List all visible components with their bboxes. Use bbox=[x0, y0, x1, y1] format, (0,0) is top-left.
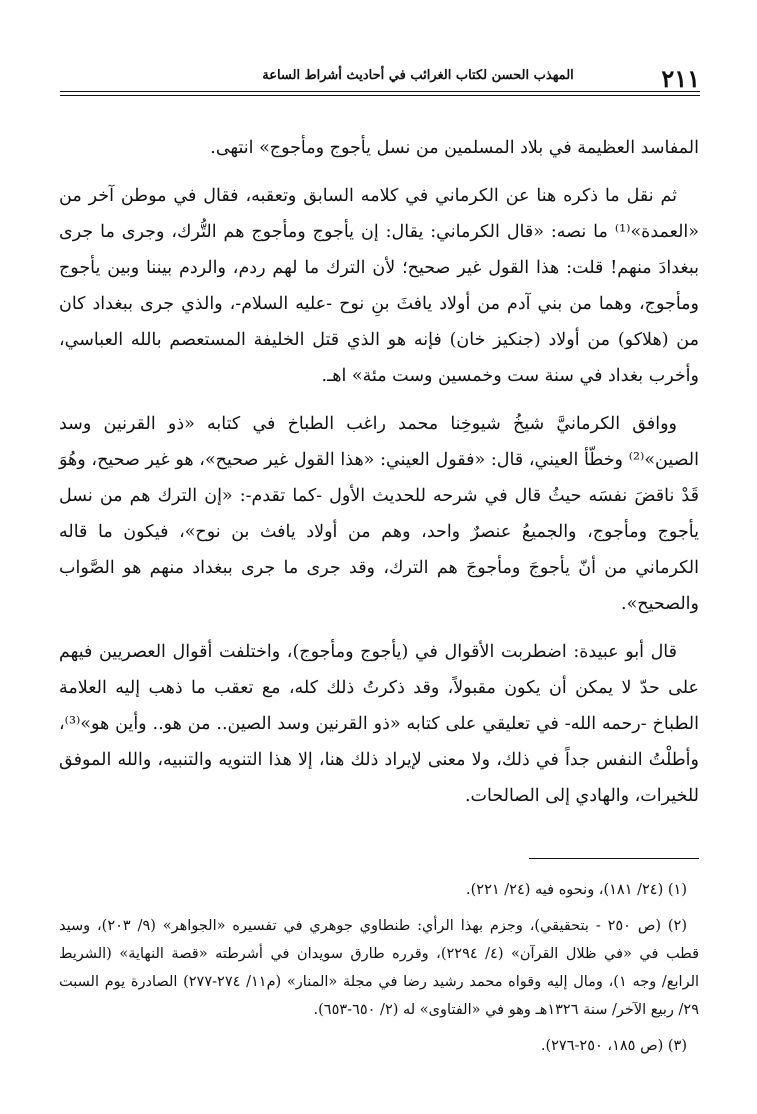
header-rule bbox=[60, 91, 700, 92]
paragraph-continuation: المفاسد العظيمة في بلاد المسلمين من نسل يأجوج ومأجوج» انتهى. bbox=[210, 138, 699, 158]
paragraph-tabbakh: ووافق الكرمانيَّ شيخُ شيوخِنا محمد راغب الطباخ في كتابه «ذو القرنين وسد الصين»⁽²⁾ وخطّأ العيني، قال: «فقول العيني: «هذا القول غير صحيح»، هو غير صحيح، وهُوَ قَدْ ناقضَ نفسَه حيثُ قال في شرحه للحديث الأول -كما تقدم-: «إن الترك هم من نسل يأجوج ومأجوج، والجميعُ عنصرٌ واحد، وهم من أولاد يافث بن نوح»، فيكون ما قاله الكرماني من أنّ يأجوجَ ومأجوجَ هم الترك، وقد جرى ما جرى ببغداد منهم هو الصَّواب والصحيح». bbox=[59, 414, 699, 614]
footnotes bbox=[59, 876, 699, 1068]
footnote-separator bbox=[529, 858, 699, 859]
page-header bbox=[60, 58, 700, 98]
paragraph-abu-ubaida: قال أبو عبيدة: اضطربت الأقوال في (يأجوج ومأجوج)، واختلفت أقوال العصريين فيهم على حدّ لا يمكن أن يكون مقبولاً، وقد ذكرتُ ذلك كله، مع تعقب ما ذهب إليه العلامة الطباخ -رحمه الله- في تعليقي على كتابه «ذو القرنين وسد الصين.. من هو.. وأين هو»⁽³⁾، وأطلْتُ النفس جداً في ذلك، ولا معنى لإيراد ذلك هنا، إلا هذا التنويه والتنبيه، والله الموفق للخيرات، والهادي إلى الصالحات. bbox=[59, 642, 699, 806]
page-number: ٢١١ bbox=[661, 64, 700, 93]
running-title: المهذب الحسن لكتاب الغرائب في أحاديث أشراط الساعة bbox=[262, 67, 574, 83]
paragraph-kirmani-quote: ثم نقل ما ذكره هنا عن الكرماني في كلامه السابق وتعقبه، فقال في موطن آخر من «العمدة»⁽¹⁾ ما نصه: «قال الكرماني: يقال: إن يأجوج ومأجوج هم التُّرك، وجرى ما جرى ببغدادَ منهم! قلت: هذا القول غير صحيح؛ لأن الترك ما لهم ردم، والردم بيننا وبين يأجوج ومأجوج، وهما من بني آدم من أولاد يافثَ بنِ نوح -عليه السلام-، والذي جرى ببغداد كان من (هلاكو) من أولاد (جنكيز خان) فإنه هو الذي قتل الخليفة المستعصم بالله العباسي، وأخرب بغداد في سنة ست وخمسين وست مئة» اهـ. bbox=[59, 186, 699, 386]
footnote-1: (١) (٢٤/ ١٨١)، ونحوه فيه (٢٤/ ٢٢١). bbox=[466, 882, 687, 898]
header-rule-secondary bbox=[60, 95, 700, 96]
footnote-3: (٣) (ص ١٨٥، ٢٥٠-٢٧٦). bbox=[540, 1038, 687, 1054]
main-text bbox=[59, 130, 699, 826]
footnote-2: (٢) (ص ٢٥٠ - بتحقيقي)، وجزم بهذا الرأي: طنطاوي جوهري في تفسيره «الجواهر» (٩/ ٢٠٣)، وسيد قطب في «في ظلال القرآن» (٤/ ٢٢٩٤)، وقرره طارق سويدان في أشرطته «قصة النهاية» (الشريط الرابع/ وجه ١)، ومال إليه وقواه محمد رشيد رضا في مجلة «المنار» (م١١/ ٢٧٤-٢٧٧) الصادرة يوم السبت ٢٩/ ربيع الآخر/ سنة ١٣٢٦هـ وهو في «الفتاوى» له (٢/ ٦٥٠-٦٥٣). bbox=[59, 918, 700, 1018]
